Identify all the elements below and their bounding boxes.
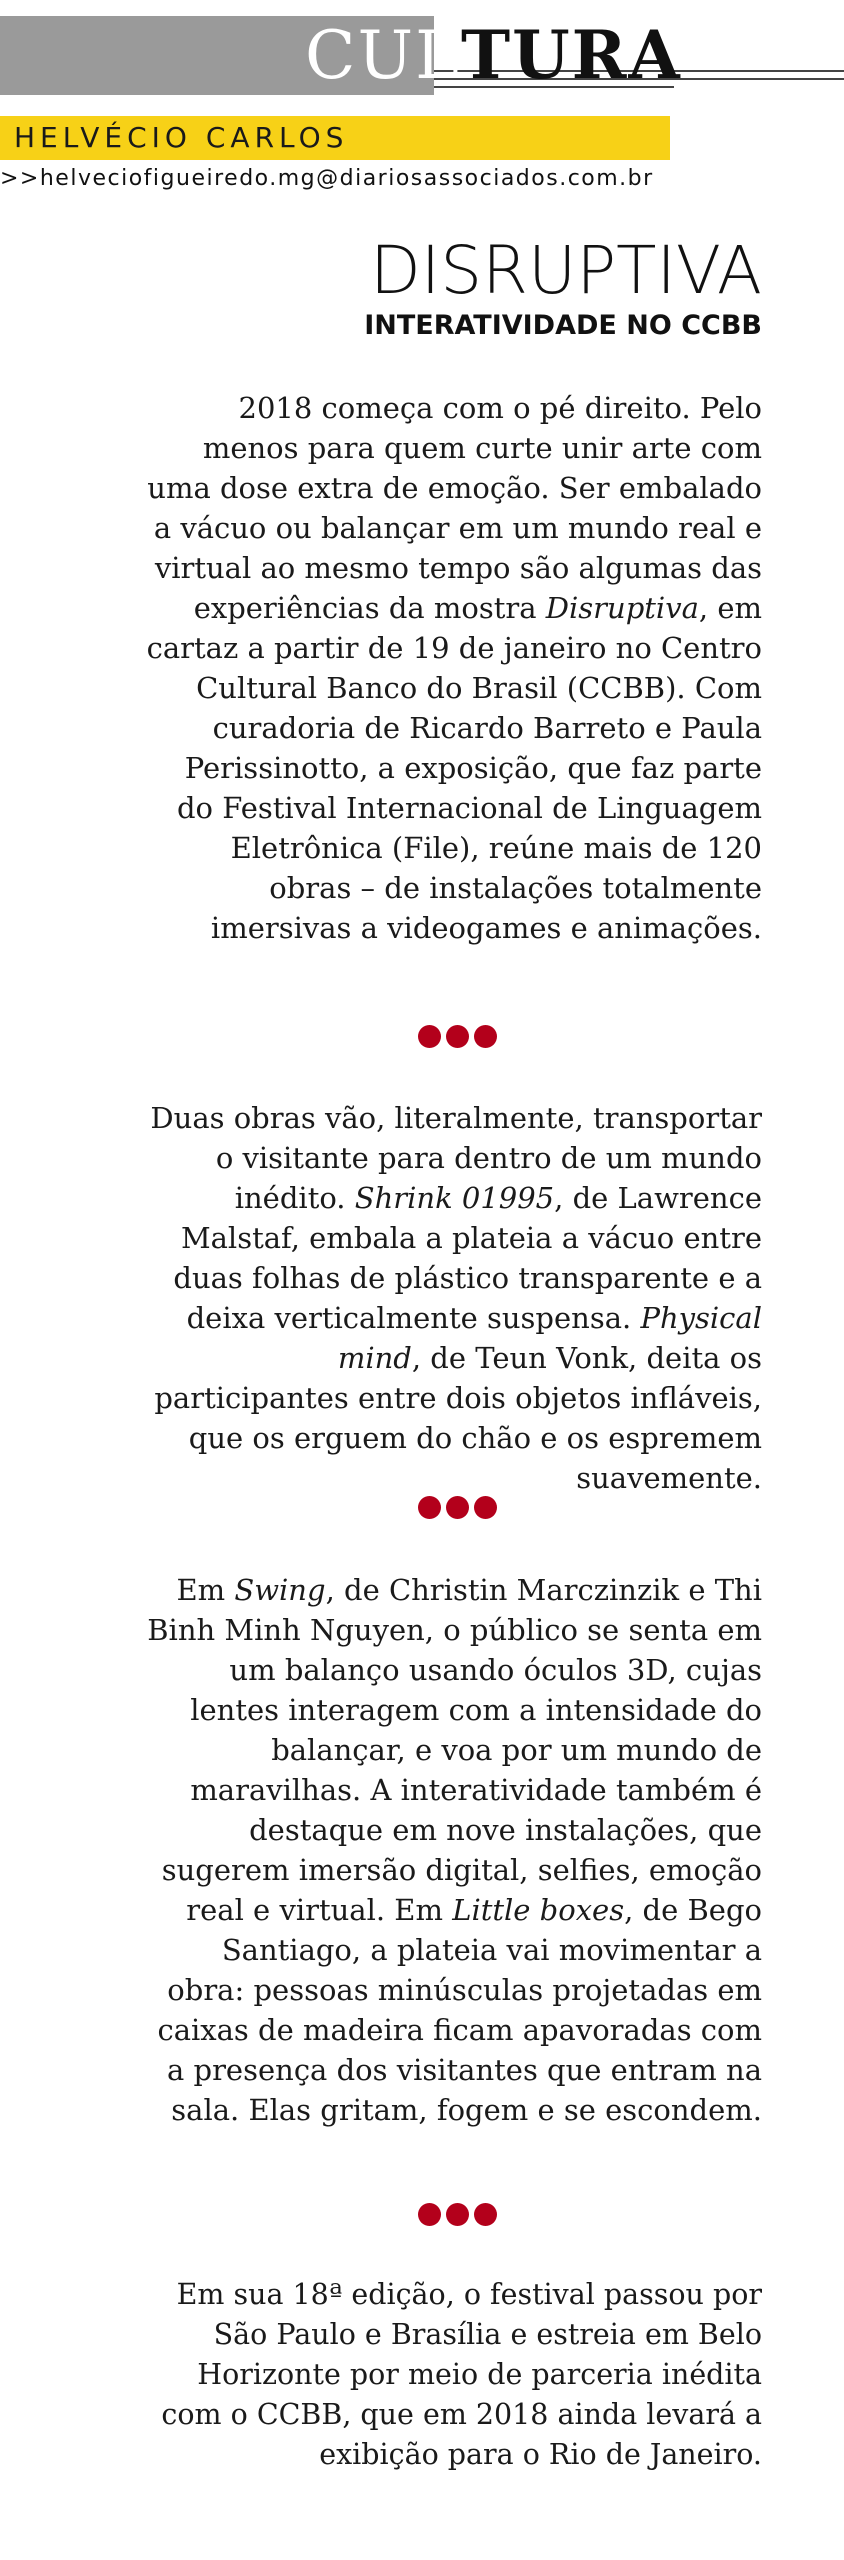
body-paragraph-3 — [142, 1570, 762, 2130]
p4-text-a: Em sua 18ª edição, o festival passou por São Paulo e Brasília e estreia em Belo Horizonte por meio de parceria inédita com o CCBB, que em 2018 ainda levará a exibição para o Rio de Janeiro. — [161, 2278, 762, 2471]
p1-work-title: Disruptiva — [545, 591, 699, 625]
column-subtitle: INTERATIVIDADE NO CCBB — [364, 310, 762, 341]
p1-text-a: 2018 começa com o pé direito. Pelo menos para quem curte unir arte com uma dose extra de emoção. Ser embalado a vácuo ou balançar em um mundo real e virtual ao mesmo tempo são algumas das experiências da mostra — [147, 391, 762, 625]
p3-text-a: Em — [176, 1573, 235, 1607]
separator-dots — [418, 1025, 498, 1049]
dot-icon — [418, 2203, 441, 2226]
p2-text-a: Duas obras vão, literalmente, transportar o visitante para dentro de um mundo inédito. — [150, 1101, 762, 1215]
section-title-part1: CUL — [305, 17, 461, 94]
p2-text-c: , de Teun Vonk, deita os participantes entre dois objetos infláveis, que os erguem do chão e os espremem suavemente. — [154, 1341, 762, 1495]
p1-text-b: , em cartaz a partir de 19 de janeiro no Centro Cultural Banco do Brasil (CCBB). Com curadoria de Ricardo Barreto e Paula Perissinotto, a exposição, que faz parte do Festival Internacional de Linguagem Eletrônica (File), reúne mais de 120 obras – de instalações totalmente imersivas a videogames e animações. — [146, 591, 762, 945]
section-title-part2: TURA — [460, 16, 682, 94]
section-title — [305, 16, 682, 94]
column-title: DISRUPTIVA — [369, 232, 762, 309]
dot-icon — [446, 2203, 469, 2226]
body-paragraph-1 — [142, 388, 762, 948]
body-paragraph-4 — [142, 2275, 762, 2475]
p2-work-title-2: Physical mind — [337, 1301, 762, 1375]
p2-text-b: , de Lawrence Malstaf, embala a plateia a vácuo entre duas folhas de plástico transparente e a deixa verticalmente suspensa. — [173, 1181, 762, 1335]
dot-icon — [474, 1025, 497, 1048]
dot-icon — [418, 1496, 441, 1519]
body-paragraph-2 — [142, 1098, 762, 1498]
author-name: HELVÉCIO CARLOS — [14, 121, 349, 154]
dot-icon — [418, 1025, 441, 1048]
dot-icon — [446, 1025, 469, 1048]
dot-icon — [446, 1496, 469, 1519]
author-email[interactable]: >>helveciofigueiredo.mg@diariosassociados.com.br — [0, 166, 654, 191]
p3-text-c: , de Bego Santiago, a plateia vai movimentar a obra: pessoas minúsculas projetadas em caixas de madeira ficam apavoradas com a presença dos visitantes que entram na sala. Elas gritam, fogem e se escondem. — [157, 1893, 762, 2127]
p3-work-title-2: Little boxes — [452, 1893, 625, 1927]
p2-work-title-1: Shrink 01995 — [354, 1181, 555, 1215]
p3-work-title-1: Swing — [234, 1573, 326, 1607]
p3-text-b: , de Christin Marczinzik e Thi Binh Minh Nguyen, o público se senta em um balanço usando óculos 3D, cujas lentes interagem com a intensidade do balançar, e voa por um mundo de maravilhas. A interatividade também é destaque em nove instalações, que sugerem imersão digital, selfies, emoção real e virtual. Em — [147, 1573, 762, 1927]
section-masthead — [0, 0, 844, 115]
separator-dots — [418, 2203, 498, 2227]
dot-icon — [474, 2203, 497, 2226]
separator-dots — [418, 1496, 498, 1520]
dot-icon — [474, 1496, 497, 1519]
